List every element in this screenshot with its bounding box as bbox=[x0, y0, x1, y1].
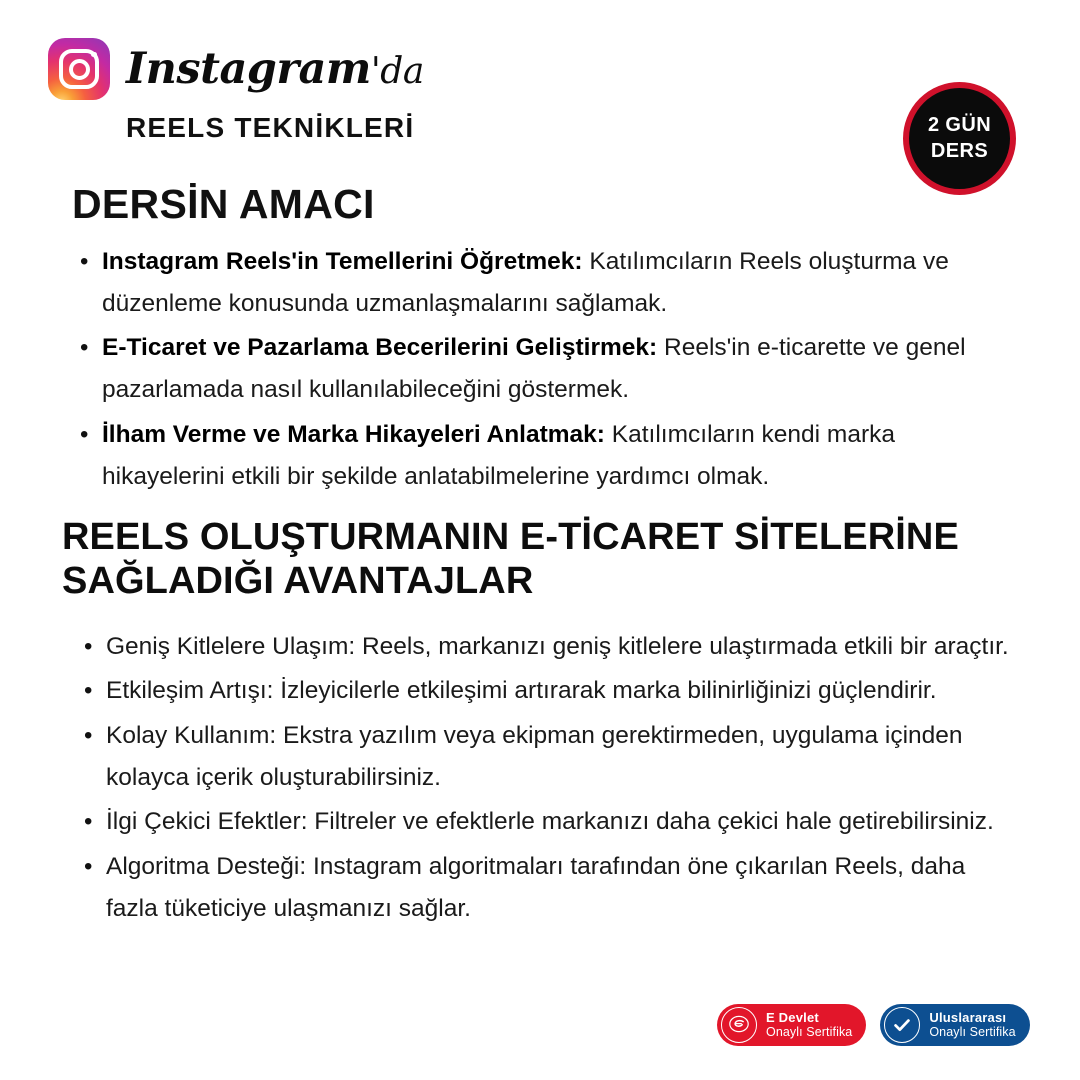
purpose-bullet-list bbox=[72, 241, 1012, 498]
list-item bbox=[62, 626, 1022, 668]
duration-badge-line1: 2 GÜN bbox=[927, 113, 992, 136]
instagram-lens-shape bbox=[69, 59, 90, 80]
list-item-text: İlgi Çekici Efektler: Filtreler ve efektlerle markanızı daha çekici hale getirebilirsiniz. bbox=[106, 808, 994, 836]
section-course-purpose bbox=[72, 182, 1012, 500]
list-item-text: Algoritma Desteği: Instagram algoritmaları tarafından öne çıkarılan Reels, daha fazla tüketiciye ulaşmanızı sağlar. bbox=[106, 852, 966, 923]
certificate-title: E Devlet bbox=[766, 1009, 819, 1025]
certificate-text-international bbox=[929, 1011, 1015, 1040]
certificate-badge-international bbox=[880, 1004, 1029, 1046]
list-item bbox=[62, 801, 1022, 843]
instagram-flash-dot bbox=[91, 52, 97, 58]
list-item bbox=[72, 241, 1012, 325]
brand-title-main: Instagram bbox=[126, 43, 371, 94]
instagram-logo-icon bbox=[48, 38, 110, 100]
brand-row bbox=[48, 38, 608, 100]
duration-badge-line2: DERS bbox=[930, 139, 989, 162]
brand-subtitle: REELS TEKNİKLERİ bbox=[126, 112, 415, 143]
list-item-text: Kolay Kullanım: Ekstra yazılım veya ekipman gerektirmeden, uygulama içinden kolayca içerik oluşturabilirsiniz. bbox=[106, 721, 963, 792]
list-item-text: Geniş Kitlelere Ulaşım: Reels, markanızı geniş kitlelere ulaştırmada etkili bir araçtır. bbox=[106, 632, 1009, 660]
section-heading-advantages: REELS OLUŞTURMANIN E-TİCARET SİTELERİNE SAĞLADIĞI AVANTAJLAR bbox=[62, 516, 959, 603]
poster-header bbox=[48, 38, 608, 144]
certificate-subtitle: Onaylı Sertifika bbox=[929, 1025, 1016, 1040]
section-advantages bbox=[62, 515, 1022, 933]
duration-badge bbox=[903, 82, 1016, 195]
list-item bbox=[62, 846, 1022, 931]
certificate-text-edevlet bbox=[766, 1011, 852, 1040]
brand-title-suffix: 'da bbox=[370, 50, 424, 92]
check-circle-icon bbox=[884, 1007, 920, 1043]
e-devlet-logo-icon bbox=[721, 1007, 757, 1043]
advantages-bullet-list bbox=[62, 626, 1022, 931]
list-item-lead: İlham Verme ve Marka Hikayeleri Anlatmak: bbox=[102, 420, 605, 448]
list-item bbox=[62, 670, 1022, 712]
list-item-lead: E-Ticaret ve Pazarlama Becerilerini Geliştirmek: bbox=[102, 334, 658, 362]
section-heading-purpose: DERSİN AMACI bbox=[72, 181, 375, 227]
brand-title bbox=[126, 43, 424, 94]
list-item bbox=[72, 327, 1012, 411]
certificate-badge-edevlet bbox=[717, 1004, 866, 1046]
list-item-lead: Instagram Reels'in Temellerini Öğretmek: bbox=[102, 248, 583, 276]
certificate-subtitle: Onaylı Sertifika bbox=[766, 1025, 853, 1040]
list-item-text: Etkileşim Artışı: İzleyicilerle etkileşimi artırarak marka bilinirliğinizi güçlendirir. bbox=[106, 677, 937, 705]
list-item-text: Katılımcıların kendi marka hikayelerini etkili bir şekilde anlatabilmelerine yardımcı olmak. bbox=[102, 420, 895, 490]
list-item bbox=[62, 715, 1022, 800]
certificate-badges bbox=[717, 1004, 1030, 1046]
certificate-title: Uluslararası bbox=[929, 1009, 1007, 1025]
list-item-text: Katılımcıların Reels oluşturma ve düzenleme konusunda uzmanlaşmalarını sağlamak. bbox=[102, 248, 949, 318]
list-item bbox=[72, 414, 1012, 498]
list-item-text: Reels'in e-ticarette ve genel pazarlamada nasıl kullanılabileceğini göstermek. bbox=[102, 334, 966, 404]
